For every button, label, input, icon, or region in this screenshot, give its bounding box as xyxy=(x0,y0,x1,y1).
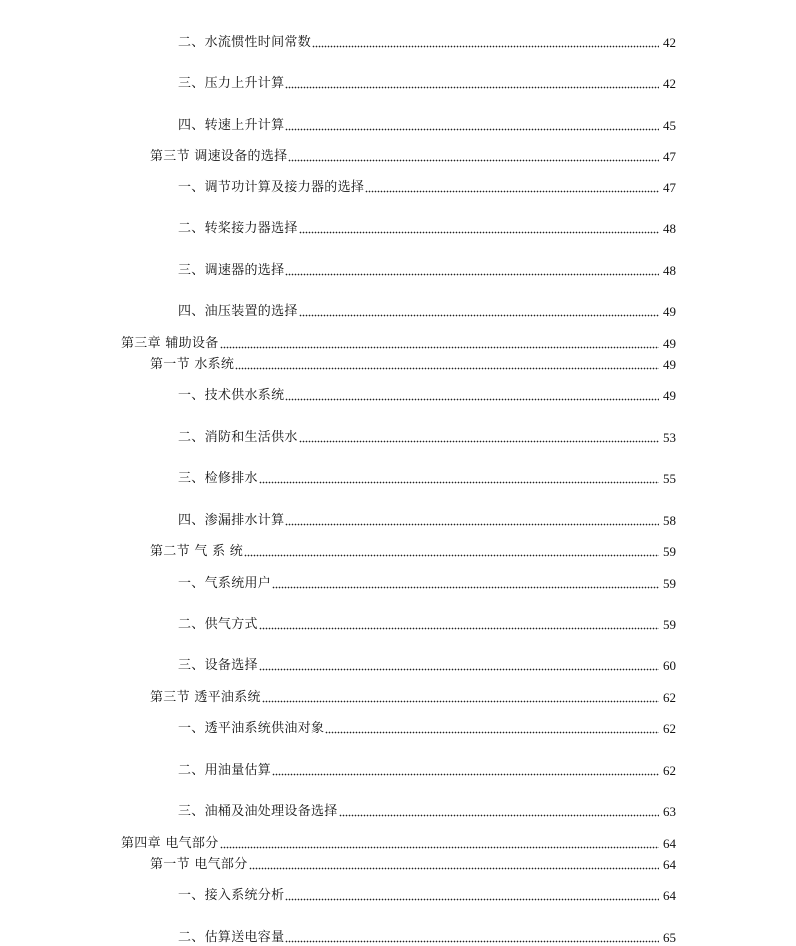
toc-entry-page-number: 64 xyxy=(663,857,676,872)
toc-entry[interactable] xyxy=(121,834,676,852)
toc-entry-page-number: 59 xyxy=(663,617,676,632)
toc-entry-page-number: 59 xyxy=(663,576,676,591)
dot-leader xyxy=(325,731,659,734)
toc-entry[interactable] xyxy=(178,761,676,779)
toc-entry[interactable] xyxy=(178,33,676,51)
dot-leader xyxy=(220,346,659,349)
dot-leader xyxy=(339,814,659,817)
toc-entry-page-number: 60 xyxy=(663,658,676,673)
dot-leader xyxy=(288,159,659,162)
dot-leader xyxy=(244,554,659,557)
toc-entry[interactable] xyxy=(178,802,676,820)
toc-entry-page-number: 53 xyxy=(663,430,676,445)
dot-leader xyxy=(220,846,659,849)
dot-leader xyxy=(285,898,659,901)
toc-entry-label: 二、供气方式 xyxy=(178,617,258,632)
toc-entry-label: 二、消防和生活供水 xyxy=(178,430,298,445)
dot-leader xyxy=(299,440,659,443)
dot-leader xyxy=(249,867,659,870)
toc-entry-label: 四、转速上升计算 xyxy=(178,118,285,133)
toc-entry[interactable] xyxy=(178,74,676,92)
toc-entry-label: 第三章 辅助设备 xyxy=(121,336,219,351)
toc-entry-label: 一、调节功计算及接力器的选择 xyxy=(178,180,365,195)
toc-entry-page-number: 62 xyxy=(663,721,676,736)
dot-leader xyxy=(299,231,659,234)
toc-entry-page-number: 45 xyxy=(663,118,676,133)
toc-entry[interactable] xyxy=(178,928,676,946)
toc-entry-page-number: 65 xyxy=(663,930,676,945)
toc-entry-label: 一、气系统用户 xyxy=(178,576,272,591)
toc-entry-page-number: 42 xyxy=(663,76,676,91)
dot-leader xyxy=(262,700,659,703)
toc-entry[interactable] xyxy=(178,428,676,446)
toc-entry-label: 二、估算送电容量 xyxy=(178,930,285,945)
toc-entry-label: 第四章 电气部分 xyxy=(121,836,219,851)
dot-leader xyxy=(272,586,659,589)
dot-leader xyxy=(285,273,659,276)
toc-entry-label: 三、压力上升计算 xyxy=(178,76,285,91)
toc-entry[interactable] xyxy=(178,656,676,674)
toc-entry[interactable] xyxy=(178,719,676,737)
toc-entry-page-number: 62 xyxy=(663,690,676,705)
toc-entry[interactable] xyxy=(121,334,676,352)
toc-entry-page-number: 47 xyxy=(663,149,676,164)
dot-leader xyxy=(285,86,659,89)
toc-entry-label: 第三节 调速设备的选择 xyxy=(150,149,288,164)
toc-entry-page-number: 55 xyxy=(663,471,676,486)
toc-entry[interactable] xyxy=(150,688,676,706)
toc-entry-page-number: 48 xyxy=(663,221,676,236)
dot-leader xyxy=(312,45,659,48)
toc-entry-label: 一、透平油系统供油对象 xyxy=(178,721,325,736)
toc-entry[interactable] xyxy=(178,219,676,237)
toc-entry-page-number: 62 xyxy=(663,763,676,778)
toc-entry-label: 三、油桶及油处理设备选择 xyxy=(178,804,338,819)
toc-entry[interactable] xyxy=(178,511,676,529)
toc-entry[interactable] xyxy=(178,615,676,633)
toc-entry-label: 四、渗漏排水计算 xyxy=(178,513,285,528)
toc-entry-page-number: 49 xyxy=(663,357,676,372)
toc-entry-page-number: 64 xyxy=(663,836,676,851)
toc-entry-label: 三、检修排水 xyxy=(178,471,258,486)
toc-entry-label: 二、转桨接力器选择 xyxy=(178,221,298,236)
toc-entry[interactable] xyxy=(178,386,676,404)
toc-entry-page-number: 49 xyxy=(663,388,676,403)
toc-entry-label: 四、油压装置的选择 xyxy=(178,304,298,319)
toc-entry-label: 二、水流惯性时间常数 xyxy=(178,35,312,50)
toc-entry[interactable] xyxy=(178,574,676,592)
toc-entry-label: 二、用油量估算 xyxy=(178,763,272,778)
toc-entry[interactable] xyxy=(178,469,676,487)
dot-leader xyxy=(365,190,659,193)
toc-entry-page-number: 47 xyxy=(663,180,676,195)
dot-leader xyxy=(259,481,659,484)
toc-entry-page-number: 49 xyxy=(663,304,676,319)
toc-entry-label: 第三节 透平油系统 xyxy=(150,690,261,705)
dot-leader xyxy=(259,668,659,671)
dot-leader xyxy=(285,523,659,526)
toc-entry-page-number: 49 xyxy=(663,336,676,351)
toc-entry-page-number: 42 xyxy=(663,35,676,50)
toc-entry-label: 一、技术供水系统 xyxy=(178,388,285,403)
toc-entry-page-number: 64 xyxy=(663,888,676,903)
dot-leader xyxy=(299,314,659,317)
toc-entry-label: 第二节 气 系 统 xyxy=(150,544,244,559)
dot-leader xyxy=(285,128,659,131)
toc-entry[interactable] xyxy=(150,855,676,873)
toc-entry-label: 第一节 水系统 xyxy=(150,357,235,372)
dot-leader xyxy=(259,627,659,630)
dot-leader xyxy=(285,398,659,401)
toc-entry[interactable] xyxy=(150,147,676,165)
dot-leader xyxy=(285,940,659,943)
toc-entry[interactable] xyxy=(150,542,676,560)
toc-entry[interactable] xyxy=(178,302,676,320)
dot-leader xyxy=(235,367,659,370)
toc-entry-label: 三、调速器的选择 xyxy=(178,263,285,278)
toc-entry-page-number: 59 xyxy=(663,544,676,559)
toc-entry-page-number: 58 xyxy=(663,513,676,528)
toc-entry-label: 三、设备选择 xyxy=(178,658,258,673)
toc-entry[interactable] xyxy=(178,116,676,134)
toc-entry-label: 第一节 电气部分 xyxy=(150,857,248,872)
toc-entry[interactable] xyxy=(178,261,676,279)
toc-entry[interactable] xyxy=(178,178,676,196)
dot-leader xyxy=(272,773,659,776)
toc-entry[interactable] xyxy=(178,886,676,904)
toc-entry-page-number: 48 xyxy=(663,263,676,278)
toc-entry-label: 一、接入系统分析 xyxy=(178,888,285,903)
toc-entry[interactable] xyxy=(150,355,676,373)
toc-entry-page-number: 63 xyxy=(663,804,676,819)
